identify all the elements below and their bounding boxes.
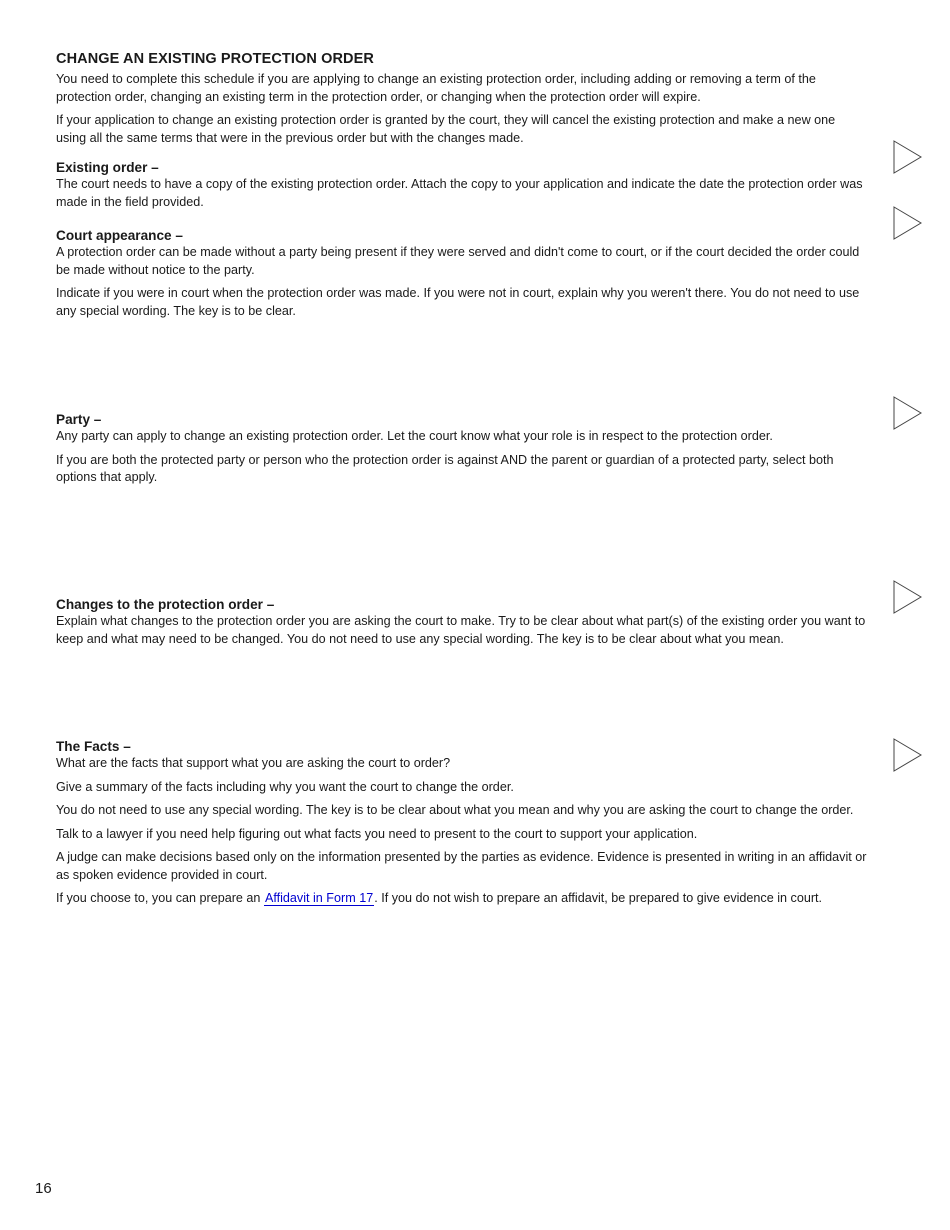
intro-paragraph-1: You need to complete this schedule if you are applying to change an existing protection order, including adding or removing a term of the protection order, changing an existing term in the protection order, or changing when the protection order will expire. [56,72,816,104]
play-triangle-icon[interactable] [893,206,923,240]
play-triangle-icon[interactable] [893,140,923,174]
intro-section [56,51,868,153]
facts-section [56,739,868,914]
changes-heading: Changes to the protection order – [56,597,275,612]
play-triangle-icon[interactable] [893,738,923,772]
court-appearance-section [56,228,868,326]
existing-order-section [56,160,868,217]
play-triangle-icon[interactable] [893,580,923,614]
intro-paragraph-2: If your application to change an existing protection order is granted by the court, they will cancel the existing protection and make a new one using all the same terms that were in the previous order but with the changes made. [56,113,836,145]
party-paragraph-2: If you are both the protected party or person who the protection order is against AND the parent or guardian of a protected party, select both options that apply. [56,452,834,484]
facts-heading: The Facts – [56,739,131,754]
affidavit-form-17-link[interactable]: Affidavit in Form 17 [264,891,374,905]
changes-section [56,597,868,654]
page-title: CHANGE AN EXISTING PROTECTION ORDER [56,51,374,67]
page-number: 16 [35,1180,52,1197]
changes-paragraph-1: Explain what changes to the protection order you are asking the court to make. Try to be clear about what part(s) of the existing order you want to keep and what may need to be changed. You do not need to use any special wording. The key is to be clear about what you mean. [56,614,866,646]
party-paragraph-1: Any party can apply to change an existing protection order. Let the court know what your role is in respect to the protection order. [56,429,773,443]
existing-order-paragraph-1: The court needs to have a copy of the existing protection order. Attach the copy to your application and indicate the date the protection order was made in the field provided. [56,177,863,209]
facts-paragraph-3: You do not need to use any special wording. The key is to be clear about what you mean and why you are asking the court to change the order. [56,803,854,817]
facts-paragraph-6 [56,890,868,908]
party-heading: Party – [56,412,102,427]
play-triangle-icon[interactable] [893,396,923,430]
facts-paragraph-6-before: If you choose to, you can prepare an [56,891,264,905]
facts-paragraph-6-after: . If you do not wish to prepare an affidavit, be prepared to give evidence in court. [374,891,823,905]
facts-paragraph-4: Talk to a lawyer if you need help figuring out what facts you need to present to the court to support your application. [56,826,698,841]
facts-paragraph-5: A judge can make decisions based only on the information presented by the parties as evidence. Evidence is presented in writing in an affidavit or as spoken evidence provided in court. [56,850,867,882]
party-section [56,412,868,493]
existing-order-heading: Existing order – [56,160,159,175]
court-appearance-heading: Court appearance – [56,228,183,243]
facts-paragraph-1: What are the facts that support what you are asking the court to order? [56,756,451,770]
court-appearance-paragraph-1: A protection order can be made without a party being present if they were served and didn't come to court, or if the court decided the order could be made without notice to the party. [56,245,860,277]
facts-paragraph-2: Give a summary of the facts including why you want the court to change the order. [56,779,514,794]
court-appearance-paragraph-2: Indicate if you were in court when the protection order was made. If you were not in court, explain why you weren't there. You do not need to use any special wording. The key is to be clear. [56,286,860,318]
